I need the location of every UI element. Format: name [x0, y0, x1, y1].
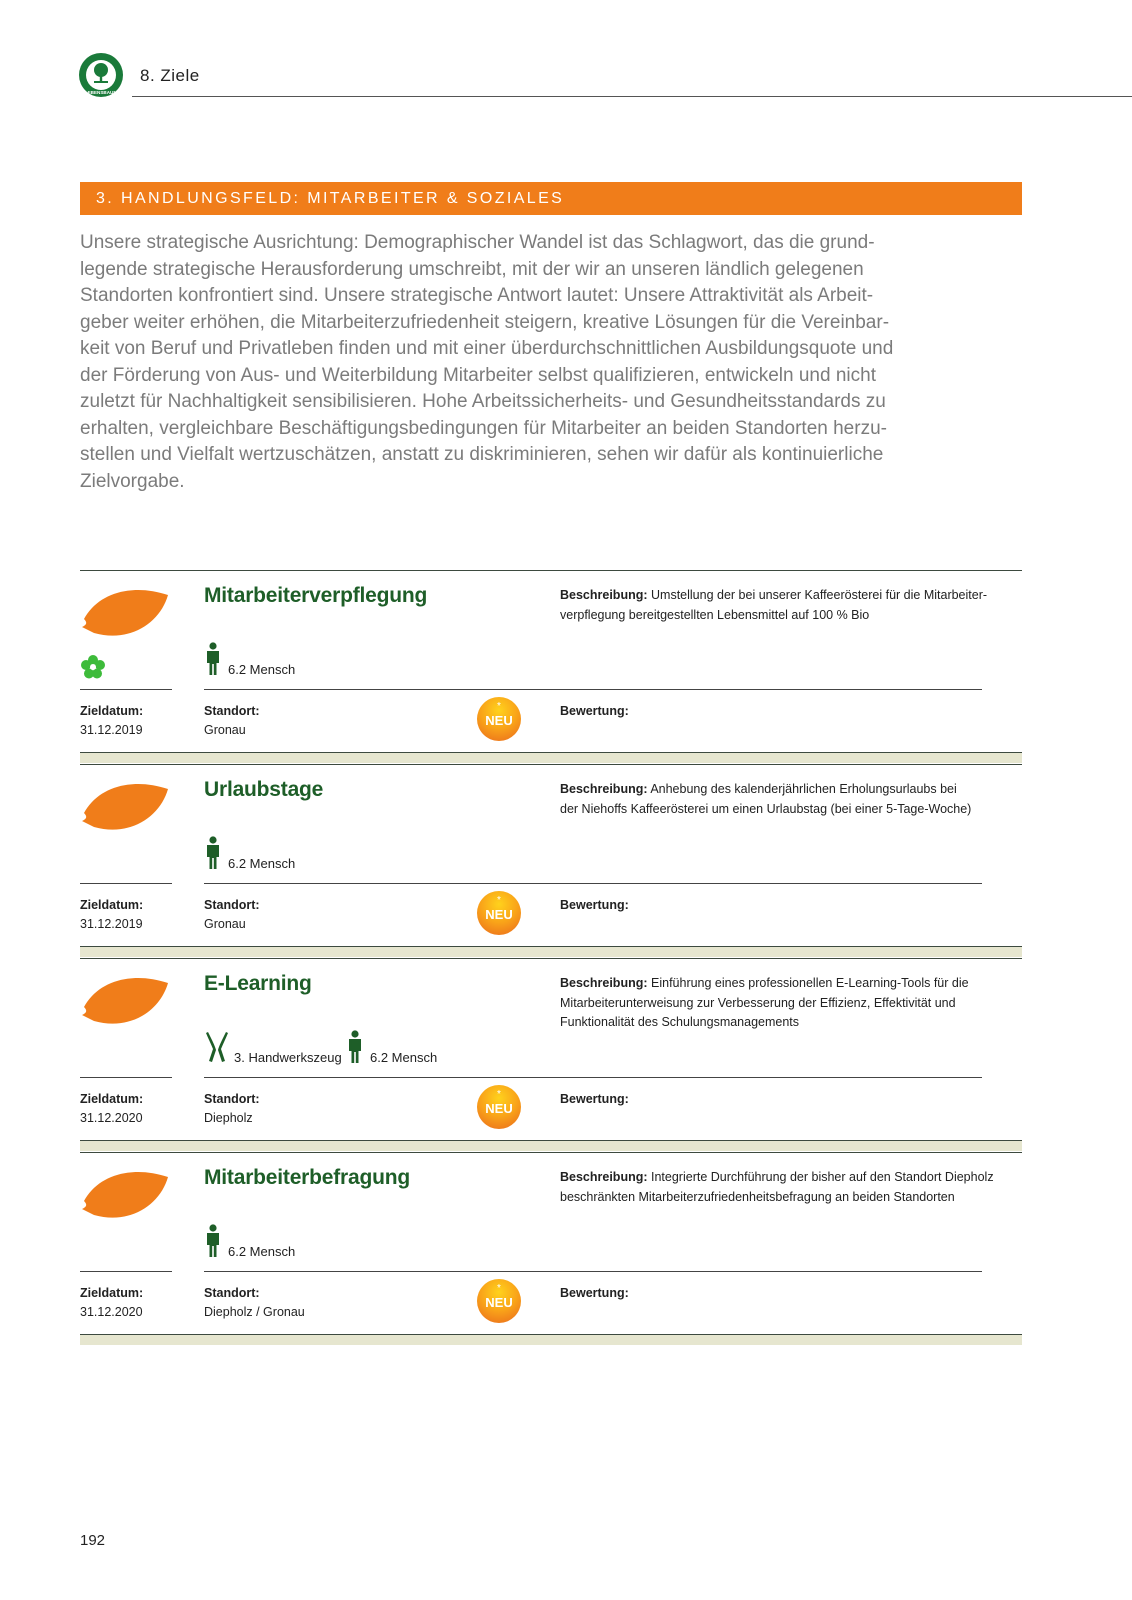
description-label: Beschreibung:	[560, 588, 648, 602]
intro-line: erhalten, vergleichbare Beschäftigungsbedingungen für Mitarbeiter an beiden Standorten herzu-	[80, 417, 887, 439]
leaf-icon	[80, 777, 172, 835]
location	[204, 702, 260, 740]
divider	[80, 958, 1022, 959]
badge-text: NEU	[485, 1101, 513, 1116]
date-label: Zieldatum:	[80, 704, 144, 718]
badge-text: NEU	[485, 907, 513, 922]
divider	[80, 1077, 172, 1078]
person-icon	[346, 1030, 364, 1064]
divider	[80, 883, 172, 884]
date-label: Zieldatum:	[80, 898, 144, 912]
goal-title: E-Learning	[204, 972, 312, 995]
description-line: verpflegung bereitgestellten Lebensmittel auf 100 % Bio	[560, 607, 870, 622]
date-label: Zieldatum:	[80, 1092, 144, 1106]
logo-text: LEBENSBAUM	[84, 90, 118, 95]
svg-text:*: *	[497, 1089, 501, 1100]
divider	[204, 689, 609, 690]
new-badge-icon	[476, 890, 522, 936]
tag-label: 3. Handwerkszeug	[234, 1050, 342, 1065]
badge-text: NEU	[485, 713, 513, 728]
new-badge-icon	[476, 1278, 522, 1324]
new-badge-icon	[476, 1084, 522, 1130]
intro-line: Zielvorgabe.	[80, 470, 185, 492]
intro-line: zuletzt für Nachhaltigkeit sensibilisieren. Hohe Arbeitssicherheits- und Gesundheitsstandards zu	[80, 391, 886, 412]
rating	[560, 896, 629, 915]
description-line: der Niehoffs Kaffeerösterei um einen Urlaubstag (bei einer 5-Tage-Woche)	[560, 801, 972, 816]
intro-line: Unsere strategische Ausrichtung: Demographischer Wandel ist das Schlagwort, das die grund-	[80, 232, 875, 253]
goal-description	[560, 974, 1000, 1033]
location-label: Standort:	[204, 1286, 260, 1300]
location-value: Gronau	[204, 723, 246, 737]
description-line: Integrierte Durchführung der bisher auf den Standort Diepholz	[651, 1170, 994, 1184]
target-date	[80, 1284, 143, 1322]
description-line: Mitarbeiterunterweisung zur Verbesserung der Effizienz, Effektivität und	[560, 995, 956, 1010]
date-value: 31.12.2020	[80, 1305, 143, 1319]
divider	[80, 1152, 1022, 1153]
header-divider	[132, 96, 1132, 97]
flower-icon	[80, 654, 106, 680]
intro-line: geber weiter erhöhen, die Mitarbeiterzufriedenheit steigern, kreative Lösungen für die Vereinbar-	[80, 311, 890, 333]
divider	[560, 1271, 982, 1272]
intro-line: der Förderung von Aus- und Weiterbildung Mitarbeiter selbst qualifizieren, entwickeln und nicht	[80, 364, 876, 386]
divider	[204, 1271, 609, 1272]
divider	[80, 1271, 172, 1272]
rating-label: Bewertung:	[560, 1092, 629, 1106]
separator-band	[80, 1140, 1022, 1151]
location-value: Diepholz	[204, 1111, 253, 1125]
target-date	[80, 702, 143, 740]
goal-description	[560, 780, 1000, 819]
leaf-icon	[80, 583, 172, 641]
tag-label: 6.2 Mensch	[228, 856, 296, 871]
goal-card	[80, 764, 1022, 958]
divider	[204, 1077, 609, 1078]
badge-text: NEU	[485, 1295, 513, 1310]
divider	[204, 883, 609, 884]
goal-description	[560, 586, 1000, 625]
location-value: Diepholz / Gronau	[204, 1305, 305, 1319]
goal-card	[80, 1152, 1022, 1346]
svg-text:*: *	[497, 701, 501, 712]
rating-label: Bewertung:	[560, 704, 629, 718]
intro-line: keit von Beruf und Privatleben finden und mit einer überdurchschnittlichen Ausbildungsquote und	[80, 338, 894, 359]
leaf-icon	[80, 971, 172, 1029]
goals-list	[80, 570, 1022, 1346]
divider	[80, 570, 1022, 571]
goal-title: Mitarbeiterverpflegung	[204, 584, 428, 607]
person-icon	[204, 642, 222, 676]
leaf-icon	[80, 1165, 172, 1223]
new-badge-icon	[476, 696, 522, 742]
divider	[560, 1077, 982, 1078]
divider	[560, 883, 982, 884]
divider	[80, 689, 172, 690]
location-label: Standort:	[204, 704, 260, 718]
page-header	[78, 52, 1132, 98]
tools-icon	[204, 1030, 230, 1064]
rating-label: Bewertung:	[560, 898, 629, 912]
rating	[560, 702, 629, 721]
goal-card	[80, 958, 1022, 1152]
rating-label: Bewertung:	[560, 1286, 629, 1300]
description-line: beschränkten Mitarbeiterzufriedenheitsbefragung an beiden Standorten	[560, 1189, 955, 1204]
goal-title: Mitarbeiterbefragung	[204, 1166, 411, 1189]
tag-label: 6.2 Mensch	[370, 1050, 438, 1065]
location	[204, 1284, 305, 1322]
description-label: Beschreibung:	[560, 976, 648, 990]
separator-band	[80, 752, 1022, 763]
location-label: Standort:	[204, 898, 260, 912]
divider	[560, 689, 982, 690]
goal-title: Urlaubstage	[204, 778, 324, 801]
date-value: 31.12.2019	[80, 723, 143, 737]
divider	[80, 764, 1022, 765]
page-number: 192	[80, 1532, 106, 1549]
target-date	[80, 1090, 143, 1128]
date-value: 31.12.2019	[80, 917, 143, 931]
description-label: Beschreibung:	[560, 1170, 648, 1184]
svg-text:*: *	[497, 895, 501, 906]
rating	[560, 1090, 629, 1109]
description-line: Anhebung des kalenderjährlichen Erholungsurlaubs bei	[650, 782, 957, 796]
section-title: 3. HANDLUNGSFELD: MITARBEITER & SOZIALES	[80, 182, 1022, 215]
description-line: Umstellung der bei unserer Kaffeerösterei für die Mitarbeiter-	[651, 588, 988, 602]
location-label: Standort:	[204, 1092, 260, 1106]
target-date	[80, 896, 143, 934]
description-label: Beschreibung:	[560, 782, 648, 796]
description-line: Funktionalität des Schulungsmanagements	[560, 1015, 800, 1029]
intro-paragraph	[80, 230, 960, 495]
rating	[560, 1284, 629, 1303]
location	[204, 896, 260, 934]
chapter-title: 8. Ziele	[140, 66, 200, 85]
separator-band	[80, 1334, 1022, 1345]
separator-band	[80, 946, 1022, 957]
intro-line: Standorten konfrontiert sind. Unsere strategische Antwort lautet: Unsere Attraktivität als Arbeit-	[80, 285, 874, 306]
logo-icon	[78, 52, 124, 98]
person-icon	[204, 836, 222, 870]
intro-line: stellen und Vielfalt wertzuschätzen, anstatt zu diskriminieren, sehen wir dafür als kontinuierliche	[80, 444, 884, 465]
tag-label: 6.2 Mensch	[228, 1244, 296, 1259]
location	[204, 1090, 260, 1128]
goal-card	[80, 570, 1022, 764]
date-label: Zieldatum:	[80, 1286, 144, 1300]
person-icon	[204, 1224, 222, 1258]
svg-text:*: *	[497, 1283, 501, 1294]
location-value: Gronau	[204, 917, 246, 931]
tag-label: 6.2 Mensch	[228, 662, 296, 677]
goal-description	[560, 1168, 1000, 1207]
date-value: 31.12.2020	[80, 1111, 143, 1125]
description-line: Einführung eines professionellen E-Learning-Tools für die	[651, 976, 969, 990]
intro-line: legende strategische Herausforderung umschreibt, mit der wir an unseren ländlich gelegenen	[80, 258, 864, 280]
